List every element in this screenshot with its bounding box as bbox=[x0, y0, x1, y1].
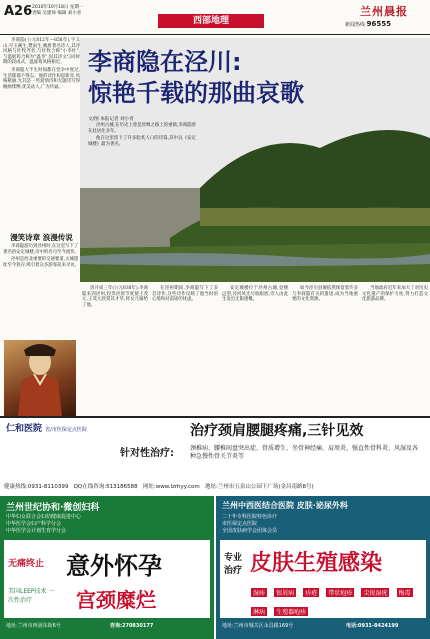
article-paragraph: 如今泾川县城依然保留着许多与李商隐有关的遗迹,成为当地重要的文化资源。 bbox=[292, 286, 358, 303]
tag-item: 带状疱疹 bbox=[328, 590, 353, 597]
hotline-label: 新闻热线 bbox=[345, 22, 366, 28]
portrait-image bbox=[4, 340, 76, 416]
tag-item: 疥疮 bbox=[305, 590, 318, 597]
list-item: 市医保定点医院 bbox=[222, 521, 258, 527]
dermatology-ad bbox=[216, 496, 430, 639]
left-column-intro bbox=[3, 38, 80, 92]
treatment-items: 颈椎病、腰椎间盘突出症、骨质增生、坐骨神经痛、肩周炎、强直性骨科炎、风湿及各种急慢性骨关节炎等 bbox=[190, 445, 419, 460]
article-intro bbox=[88, 123, 196, 149]
tech-text: 美国LEEP技术 一次性治疗 bbox=[8, 588, 55, 604]
ad-right-list bbox=[222, 514, 422, 535]
tag-item: 湿疹 bbox=[253, 590, 266, 597]
left-paragraph: 李商隐游历到泾州时,在这里写下了著名的安定城楼,诗中的名句至今流传。 bbox=[3, 244, 80, 255]
article-paragraph: 泾州古城,在历史上曾是丝绸之路上的重镇,李商隐曾在此居住多年。 bbox=[88, 123, 196, 134]
list-item: 二十年专科医院特色诊疗 bbox=[222, 514, 278, 520]
article-paragraph: 在泾州期间,李商隐写下了多首诗作,这些诗作反映了他当时的心境和对前途的忧虑。 bbox=[152, 286, 218, 303]
tag-item: 梅毒 bbox=[398, 590, 411, 597]
article-paragraph: 安定城楼位于泾州古城,登楼远望,泾河风光尽收眼底,诗人由此生发出无限感慨。 bbox=[222, 286, 288, 303]
left-paragraph: 李商隐大半生时间都在党争中度过,生活郁郁不得志。他的诗作构思新奇,风格秾丽,尤其是一些爱情诗和无题诗写得缠绵悱恻,优美动人,广为传诵。 bbox=[3, 67, 80, 90]
ad-left-panel bbox=[4, 540, 210, 618]
tag-item: 生殖器疱疹 bbox=[276, 609, 307, 616]
news-hotline bbox=[345, 20, 391, 28]
ad-contact-line bbox=[4, 482, 314, 490]
treatment-title: 针对性治疗: bbox=[120, 448, 174, 459]
date-text: 2010年10月18日 星期一 bbox=[32, 5, 84, 10]
list-item: 中华医学会妇产科学分会 bbox=[6, 521, 62, 527]
date-line bbox=[32, 5, 92, 16]
tag-list bbox=[250, 580, 422, 618]
article-paragraph: 唐开成三年(公元838年),李商隐来到泾州,投奔泾原节度使王茂元,王茂元欣赏其才华,将女儿嫁给了他。 bbox=[82, 286, 148, 308]
ad-right-address: 地址:兰州市城关区永昌路169号 bbox=[222, 623, 294, 629]
article-body bbox=[82, 286, 428, 414]
tag-item: 银屑病 bbox=[276, 590, 295, 597]
article-paragraph: 当地政府近年来加大了对历史文化遗产的保护力度,努力打造文化旅游品牌。 bbox=[362, 286, 428, 303]
ad-left-list bbox=[6, 514, 206, 535]
website-link[interactable]: 网址:www.lzrhyy.com bbox=[142, 484, 200, 490]
tag-item: 淋病 bbox=[253, 609, 266, 616]
hospital-name: 仁和医院 bbox=[6, 424, 43, 434]
hospital-logo bbox=[6, 421, 87, 434]
masthead-logo: 兰州晨报 bbox=[360, 5, 408, 18]
left-section-title: 漫笑诗章 浪漫传说 bbox=[10, 233, 73, 242]
side-text: 专业治疗 bbox=[224, 553, 243, 576]
ad-right-phone: 电话:0931-8424199 bbox=[346, 623, 399, 629]
ad-slogan: 治疗颈肩腰腿疼痛,三针见效 bbox=[190, 423, 364, 439]
article-paragraph: 他在这里留下了许多脍炙人口的诗篇,其中以《安定城楼》最为著名。 bbox=[88, 136, 196, 147]
byline: 文/图 本报记者 刘小青 bbox=[88, 117, 134, 122]
big-text: 皮肤生殖感染 bbox=[250, 551, 383, 576]
headline-line-1: 李商隐在泾川: bbox=[88, 48, 242, 76]
list-item: 全国皮肤病学会团体会员 bbox=[222, 528, 278, 534]
list-item: 中华医学会计划生育学分会 bbox=[6, 528, 67, 534]
tag-item: 尖锐湿疣 bbox=[363, 590, 388, 597]
ad-left-title: 兰州世纪协和·微创妇科 bbox=[6, 503, 100, 513]
hotline-number: 96555 bbox=[366, 20, 391, 28]
page-header bbox=[0, 0, 430, 34]
hospital-address: 地址:兰州市五泉山公园下广场(金昌南路8号) bbox=[205, 484, 314, 490]
ad-right-title: 兰州中西医结合医院 皮肤·泌尿外科 bbox=[222, 501, 348, 510]
page-number: A26 bbox=[4, 4, 33, 19]
gynecology-ad bbox=[0, 496, 214, 639]
banner-text: 宫颈糜烂 bbox=[76, 588, 156, 612]
ad-right-panel bbox=[220, 540, 426, 618]
big-text: 意外怀孕 bbox=[66, 552, 162, 580]
section-title: 西部地理 bbox=[158, 14, 264, 28]
ad-left-address: 地址:兰州市西固东街6号 bbox=[6, 623, 61, 629]
ad-left-phone: 咨询:270830177 bbox=[110, 623, 154, 629]
hospital-subtitle: 省/市医保定点医院 bbox=[45, 427, 87, 433]
list-item: 中华妇女联合会妇幼健康促进中心 bbox=[6, 514, 82, 520]
qq-consult: QQ在线咨询:513186588 bbox=[73, 484, 138, 490]
editor-text: 责编 吴建保 编辑 刘小青 bbox=[32, 10, 82, 16]
headline-line-2: 惊艳千载的那曲哀歌 bbox=[88, 79, 304, 107]
left-paragraph: 李商隐(公元812年—858年),字义山,号玉溪生,樊南生,晚唐著名诗人,其诗风格与杜牧齐名,与杜牧合称"小李杜",与温庭筠合称为"温李",因其诗文与同时期的段成式、温庭筠风格相近。 bbox=[3, 38, 80, 66]
left-paragraph: 泾州是西北重要的交通要道,古城遗址至今犹存,吸引着众多游客前来寻访。 bbox=[3, 257, 80, 268]
portrait-illustration bbox=[4, 340, 76, 416]
left-column-body bbox=[3, 244, 80, 270]
header-rule bbox=[0, 34, 430, 35]
side-text: 无痛终止 bbox=[8, 559, 45, 569]
health-hotline: 健康热线:0931-8110399 bbox=[4, 484, 69, 490]
